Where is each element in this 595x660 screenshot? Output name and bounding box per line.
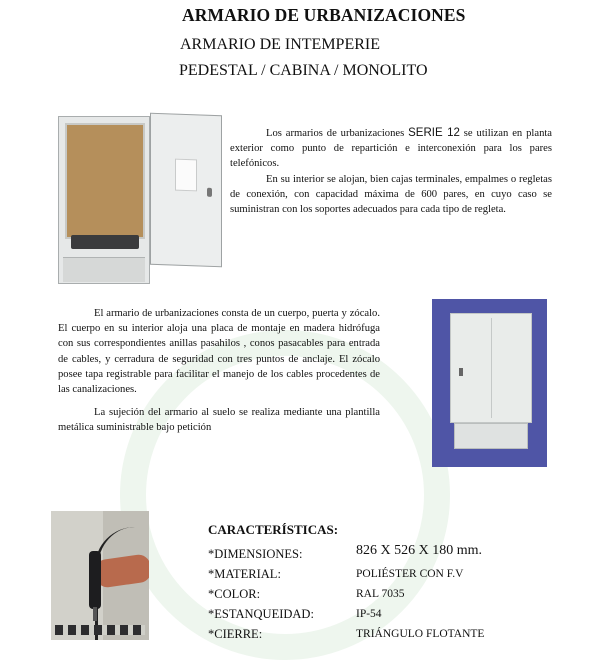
tool-tip: [93, 607, 97, 621]
description-paragraph-1: El armario de urbanizaciones consta de un cuerpo, puerta y zócalo. El cuerpo en su interior aloja una placa de montaje en madera hidrófuga con sus correspondientes anillas pasahilos , conos pasacables para entrada de cables, y cerradura de seguridad con tres puntos de anclaje. El zócalo posee tapa registrable para facilitar el manejo de los cables procedentes de las canalizaciones.: [58, 308, 380, 396]
spec-label: *COLOR:: [208, 587, 261, 601]
spec-label: *MATERIAL:: [208, 567, 281, 581]
spec-value: TRIÁNGULO FLOTANTE: [356, 628, 485, 640]
spec-row: [208, 545, 595, 565]
specs-list: [208, 545, 595, 645]
page-title: ARMARIO DE URBANIZACIONES: [182, 5, 466, 25]
open-cabinet-photo: [50, 112, 228, 288]
door-label: [175, 159, 197, 192]
spec-label: *DIMENSIONES:: [208, 547, 303, 561]
serie-label: SERIE 12: [408, 127, 460, 139]
spec-value: POLIÉSTER CON F.V: [356, 568, 464, 580]
specs-title: CARACTERÍSTICAS:: [208, 522, 339, 537]
spec-value: IP-54: [356, 608, 382, 620]
cabinet-plinth: [454, 423, 528, 449]
cabinet-body: [450, 313, 532, 423]
door-seam: [491, 318, 492, 418]
power-tool: [89, 551, 101, 609]
page-subtitle: ARMARIO DE INTEMPERIE: [180, 36, 380, 53]
intro-paragraph-1: [230, 126, 552, 172]
cable-cones: [71, 235, 139, 249]
cabinet-door: [150, 113, 222, 268]
intro-text: [230, 126, 552, 217]
page-subtitle-types: PEDESTAL / CABINA / MONOLITO: [179, 62, 428, 79]
installation-photo: [51, 511, 149, 640]
description-paragraph-2: La sujeción del armario al suelo se realiza mediante una plantilla metálica suministrable bajo petición: [58, 407, 380, 434]
spec-row: [208, 625, 595, 645]
spec-label: *CIERRE:: [208, 627, 263, 641]
cabinet-body: [58, 116, 150, 284]
cabinet-plinth: [63, 257, 145, 282]
door-lock: [207, 188, 212, 197]
spec-value: RAL 7035: [356, 588, 405, 600]
description-text: [58, 306, 380, 436]
door-lock: [459, 368, 463, 376]
mounting-plate: [65, 123, 145, 239]
closed-cabinet-photo: [432, 299, 547, 467]
spec-row: [208, 585, 595, 605]
spec-value: 826 X 526 X 180 mm.: [356, 543, 482, 558]
cable-cones: [55, 625, 145, 635]
intro-paragraph-2: En su interior se alojan, bien cajas terminales, empalmes o regletas de conexión, con capacidad máxima de 600 pares, en cuyo caso se suministran con los soportes adecuados para cada tipo de regleta.: [230, 173, 552, 216]
intro-text-a: Los armarios de urbanizaciones: [266, 128, 409, 139]
spec-row: [208, 605, 595, 625]
intro-text-b: se utilizan en planta exterior como punto de repartición e interconexión para los pares telefónicos.: [230, 128, 553, 170]
spec-label: *ESTANQUEIDAD:: [208, 607, 314, 621]
spec-row: [208, 565, 595, 585]
